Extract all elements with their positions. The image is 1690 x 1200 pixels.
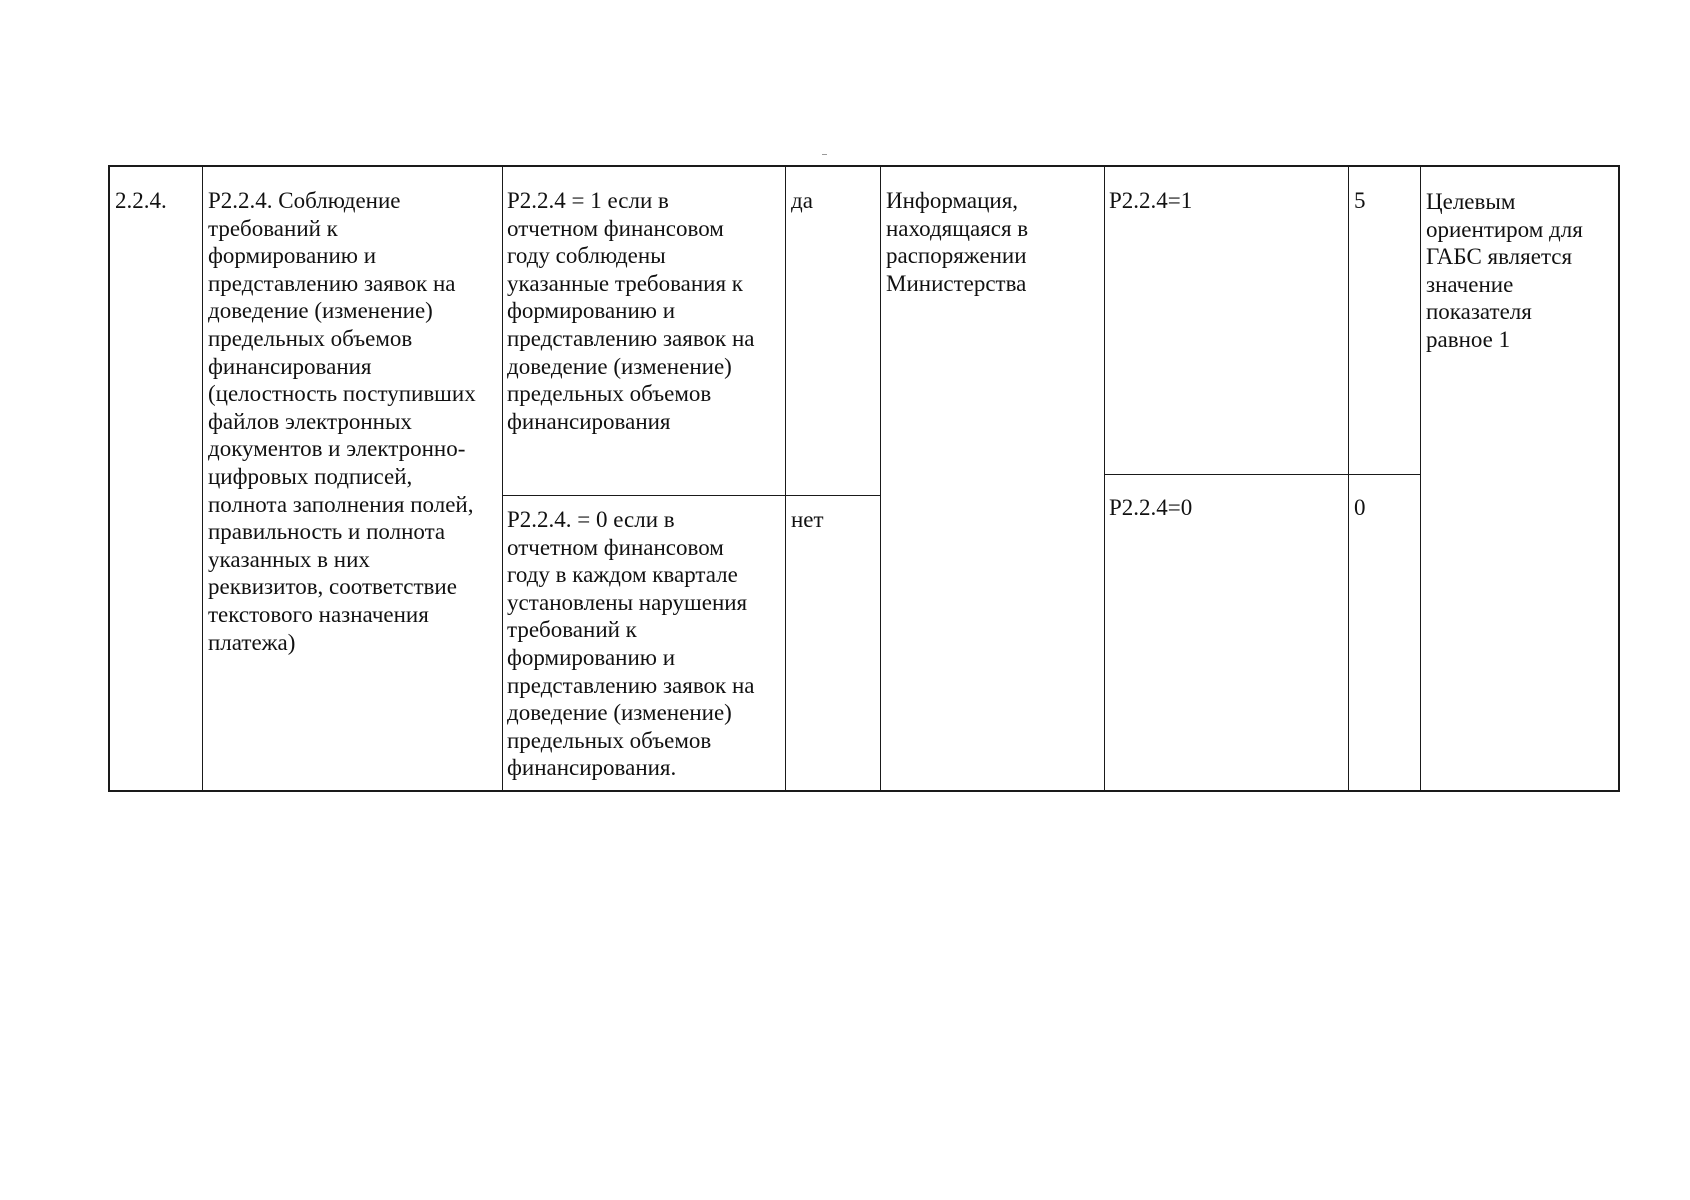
condition-no-cell: Р2.2.4. = 0 если в отчетном финансовом году в каждом квартале установлены нарушения требований к формированию и представлению заявок на доведение (изменение) предельных объемов финансирования. [507,507,755,781]
target-value-cell: Целевым ориентиром для ГАБС является значение показателя равное 1 [1426,189,1583,352]
row-divider-formula [1104,474,1420,475]
column-divider [1420,167,1421,790]
indicator-table [108,165,1620,792]
indicator-description-cell: Р2.2.4. Соблюдение требований к формированию и представлению заявок на доведение (изменение) предельных объемов финансирования (целостность поступивших файлов электронных документов и электронно- цифровых подписей, полнота заполнения полей, правильность и полнота указанных в них реквизитов, соответствие текстового назначения платежа) [208,188,476,655]
column-divider [502,167,503,790]
answer-no-cell: нет [791,507,824,532]
formula-no-cell: Р2.2.4=0 [1109,495,1193,520]
column-divider [202,167,203,790]
column-divider [880,167,881,790]
condition-yes-cell: Р2.2.4 = 1 если в отчетном финансовом году соблюдены указанные требования к формированию и представлению заявок на доведение (изменение) предельных объемов финансирования [507,188,755,434]
row-divider-conditions [502,495,880,496]
column-divider [1348,167,1349,790]
row-number-cell: 2.2.4. [115,188,167,213]
formula-yes-cell: Р2.2.4=1 [1109,188,1193,213]
column-divider [1104,167,1105,790]
answer-yes-cell: да [791,188,813,213]
data-source-cell: Информация, находящаяся в распоряжении Министерства [886,188,1029,296]
scan-speck [822,154,827,155]
column-divider [785,167,786,790]
score-no-cell: 0 [1354,495,1366,520]
score-yes-cell: 5 [1354,188,1366,213]
